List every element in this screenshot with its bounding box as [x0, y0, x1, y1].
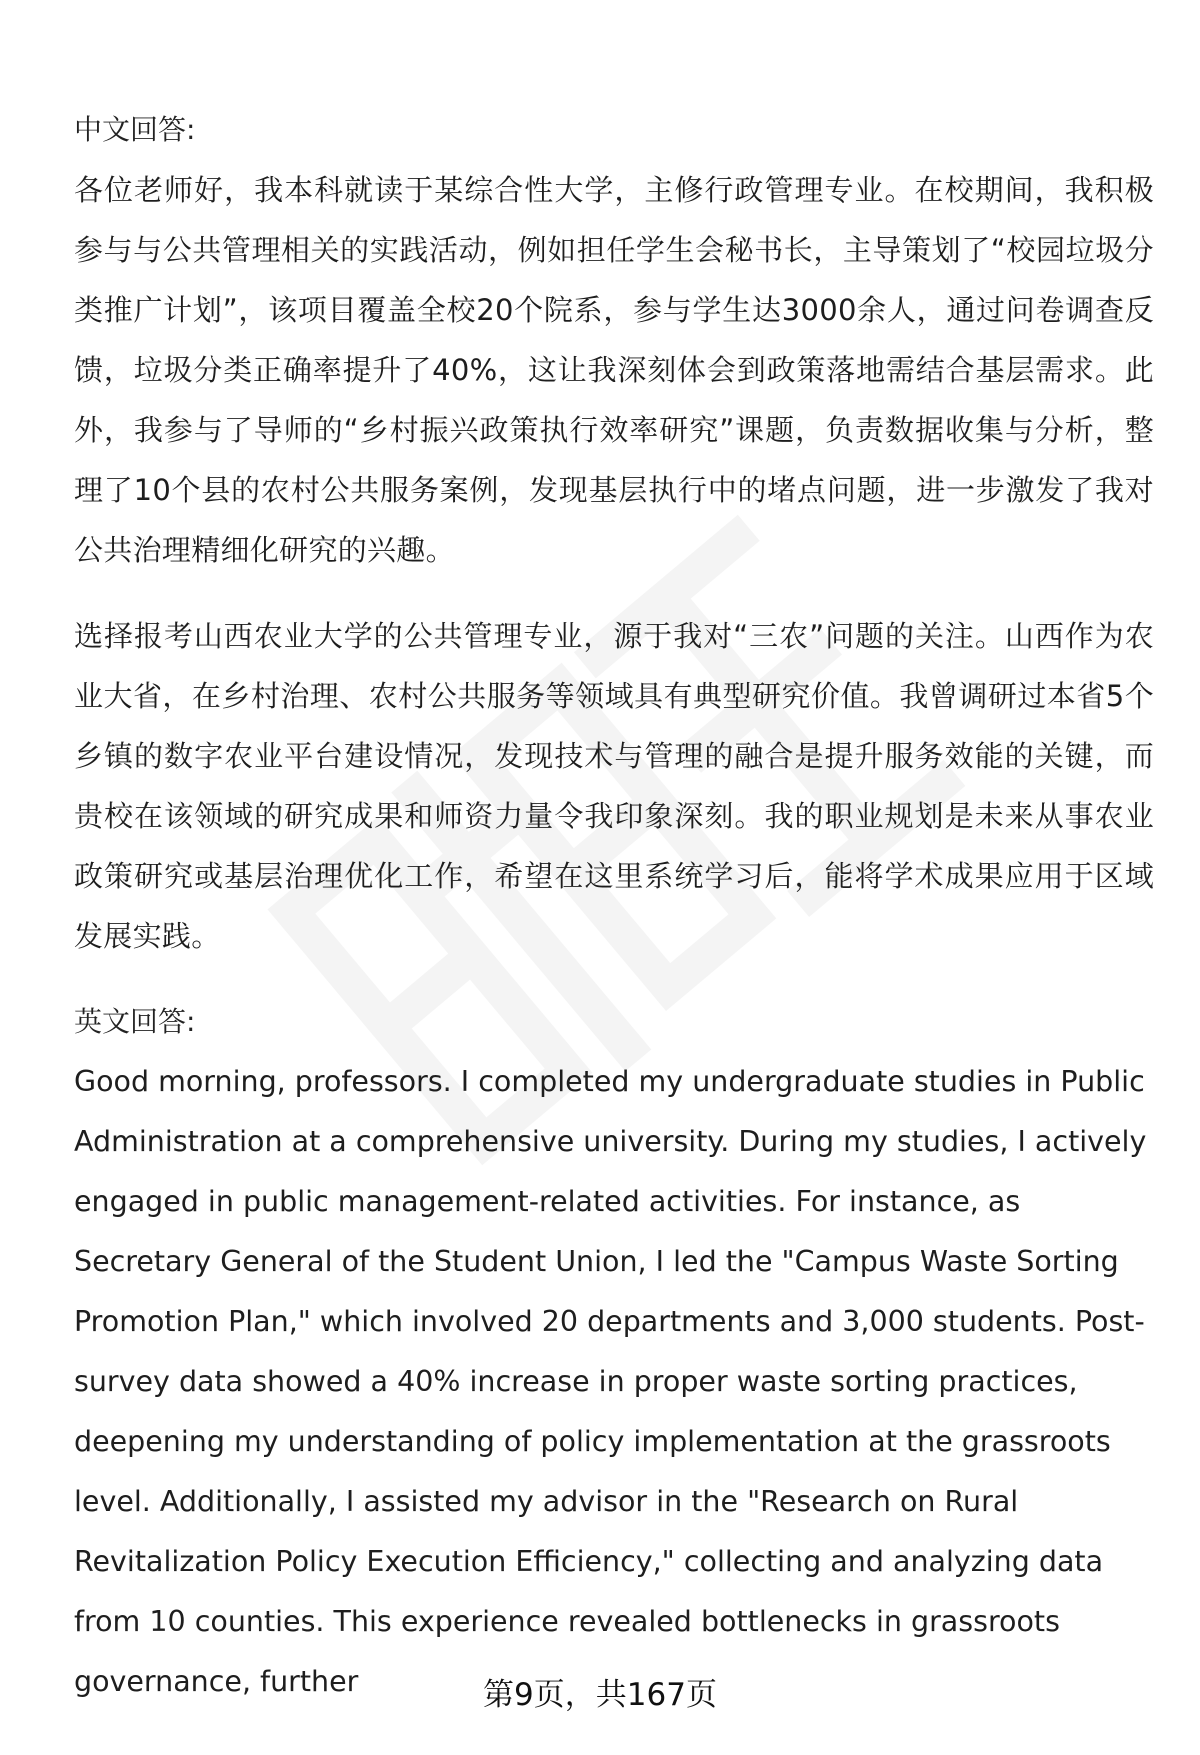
page-number-footer: 第9页，共167页 [483, 1677, 717, 1713]
chinese-paragraph-1: 各位老师好，我本科就读于某综合性大学，主修行政管理专业。在校期间，我积极参与与公共管理相关的实践活动，例如担任学生会秘书长，主导策划了“校园垃圾分类推广计划”，该项目覆盖全校20个院系，参与学生达3000余人，通过问卷调查反馈，垃圾分类正确率提升了40%，这让我深刻体会到政策落地需结合基层需求。此外，我参与了导师的“乡村振兴政策执行效率研究”课题，负责数据收集与分析，整理了10个县的农村公共服务案例，发现基层执行中的堵点问题，进一步激发了我对公共治理精细化研究的兴趣。 [74, 173, 1154, 567]
paragraph-spacer [74, 580, 1154, 606]
chinese-answer-label: 中文回答: [74, 113, 196, 146]
chinese-paragraph-2: 选择报考山西农业大学的公共管理专业，源于我对“三农”问题的关注。山西作为农业大省，在乡村治理、农村公共服务等领域具有典型研究价值。我曾调研过本省5个乡镇的数字农业平台建设情况，发现技术与管理的融合是提升服务效能的关键，而贵校在该领域的研究成果和师资力量令我印象深刻。我的职业规划是未来从事农业政策研究或基层治理优化工作，希望在这里系统学习后，能将学术成果应用于区域发展实践。 [74, 619, 1154, 953]
english-answer-label: 英文回答: [74, 1005, 196, 1038]
english-paragraph: Good morning, professors. I completed my undergraduate studies in Public Administration at a comprehensive university. During my studies, I actively engaged in public management-related activities. For instance, as Secretary General of the Student Union, I led the "Campus Waste Sorting Promotion Plan," which involved 20 departments and 3,000 students. Post-survey data showed a 40% increase in proper waste sorting practices, deepening my understanding of policy implementation at the grassroots level. Additionally, I assisted my advisor in the "Research on Rural Revitalization Policy Execution Efficiency," collecting and analyzing data from 10 counties. This experience revealed bottlenecks in grassroots governance, further [74, 1065, 1147, 1698]
document-body [74, 100, 1154, 1712]
section-spacer [74, 966, 1154, 992]
